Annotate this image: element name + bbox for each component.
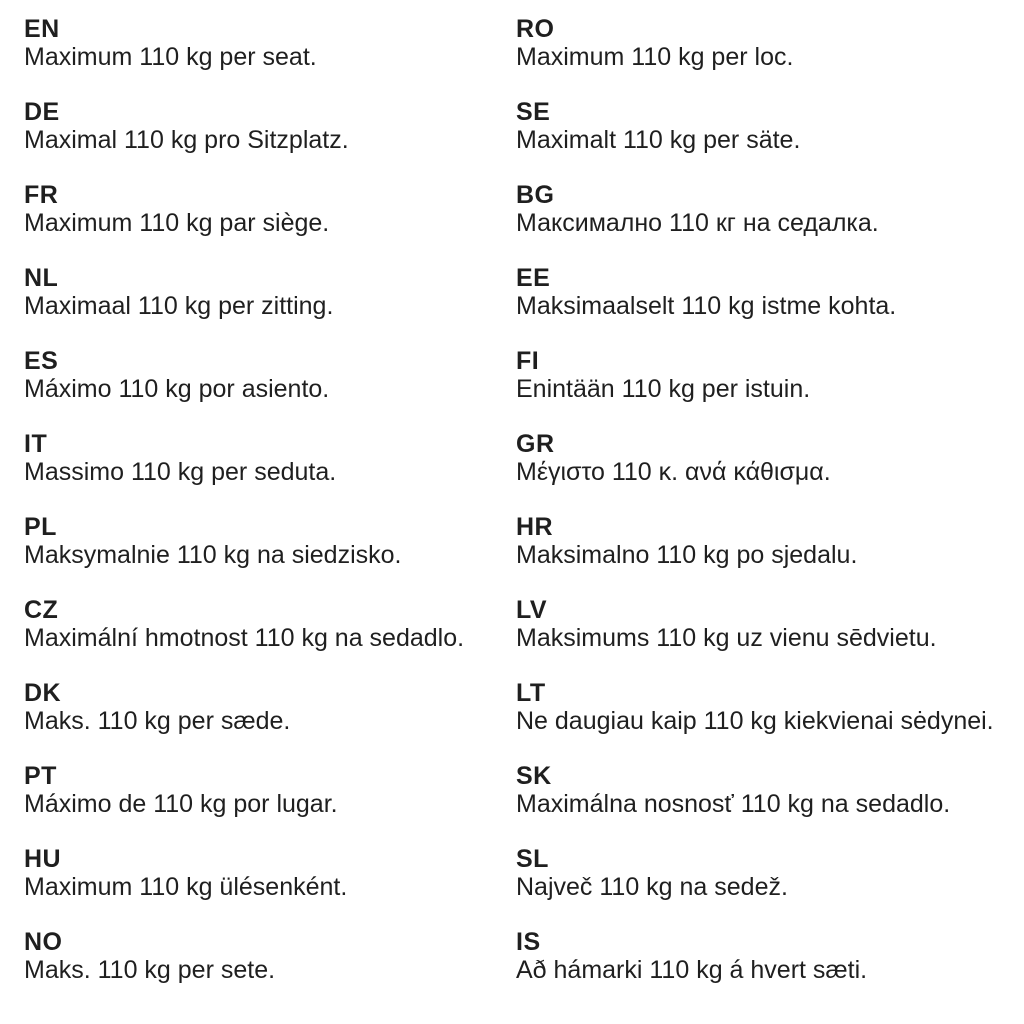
language-entry xyxy=(516,430,1024,486)
language-code: PT xyxy=(24,762,57,790)
language-code: DE xyxy=(24,98,60,126)
language-code: BG xyxy=(516,181,555,209)
language-text: Maximum 110 kg per seat. xyxy=(24,43,317,71)
language-entry xyxy=(516,679,1024,735)
language-text: Maximálna nosnosť 110 kg na sedadlo. xyxy=(516,790,951,818)
language-entry xyxy=(24,264,516,320)
language-text: Maksimalno 110 kg po sjedalu. xyxy=(516,541,858,569)
language-column-right xyxy=(516,15,1024,1024)
language-text: Maximal 110 kg pro Sitzplatz. xyxy=(24,126,349,154)
language-text: Ne daugiau kaip 110 kg kiekvienai sėdynei. xyxy=(516,707,994,735)
language-text: Máximo 110 kg por asiento. xyxy=(24,375,330,403)
language-text: Maksymalnie 110 kg na siedzisko. xyxy=(24,541,402,569)
language-text: Maks. 110 kg per sæde. xyxy=(24,707,291,735)
language-text: Enintään 110 kg per istuin. xyxy=(516,375,811,403)
language-entry xyxy=(516,596,1024,652)
language-text: Máximo de 110 kg por lugar. xyxy=(24,790,338,818)
language-code: IT xyxy=(24,430,48,458)
language-entry xyxy=(516,928,1024,984)
language-code: ES xyxy=(24,347,59,375)
language-code: CZ xyxy=(24,596,59,624)
language-entry xyxy=(24,596,516,652)
language-entry xyxy=(516,181,1024,237)
language-code: FI xyxy=(516,347,540,375)
language-code: NL xyxy=(24,264,59,292)
language-text: Največ 110 kg na sedež. xyxy=(516,873,788,901)
language-code: FR xyxy=(24,181,59,209)
language-code: EE xyxy=(516,264,551,292)
language-text: Μέγιστο 110 κ. ανά κάθισμα. xyxy=(516,458,831,486)
language-code: SL xyxy=(516,845,549,873)
language-code: DK xyxy=(24,679,62,707)
language-entry xyxy=(24,513,516,569)
language-entry xyxy=(516,762,1024,818)
language-code: HU xyxy=(24,845,62,873)
language-code: RO xyxy=(516,15,555,43)
language-code: LT xyxy=(516,679,546,707)
language-entry xyxy=(24,928,516,984)
language-code: SE xyxy=(516,98,551,126)
language-text: Maximum 110 kg ülésenként. xyxy=(24,873,348,901)
language-code: PL xyxy=(24,513,57,541)
language-code: NO xyxy=(24,928,63,956)
language-code: SK xyxy=(516,762,552,790)
language-text: Massimo 110 kg per seduta. xyxy=(24,458,337,486)
language-text: Að hámarki 110 kg á hvert sæti. xyxy=(516,956,868,984)
language-entry xyxy=(516,98,1024,154)
language-code: LV xyxy=(516,596,548,624)
language-entry xyxy=(24,347,516,403)
language-text: Maximaal 110 kg per zitting. xyxy=(24,292,334,320)
language-entry xyxy=(24,762,516,818)
language-text: Maks. 110 kg per sete. xyxy=(24,956,276,984)
language-code: IS xyxy=(516,928,541,956)
language-entry xyxy=(516,264,1024,320)
language-entry xyxy=(24,98,516,154)
language-text: Maksimaalselt 110 kg istme kohta. xyxy=(516,292,897,320)
language-text: Maximum 110 kg per loc. xyxy=(516,43,794,71)
language-column-left xyxy=(24,15,516,1024)
language-text: Maximum 110 kg par siège. xyxy=(24,209,330,237)
language-entry xyxy=(24,679,516,735)
language-entry xyxy=(516,845,1024,901)
language-entry xyxy=(516,347,1024,403)
language-text: Максимално 110 кг на седалка. xyxy=(516,209,879,237)
language-entry xyxy=(516,15,1024,71)
language-code: HR xyxy=(516,513,554,541)
language-entry xyxy=(24,845,516,901)
language-text: Maximalt 110 kg per säte. xyxy=(516,126,801,154)
language-entry xyxy=(24,181,516,237)
language-entry xyxy=(24,15,516,71)
language-entry xyxy=(24,430,516,486)
language-text: Maximální hmotnost 110 kg na sedadlo. xyxy=(24,624,465,652)
language-code: EN xyxy=(24,15,60,43)
language-entry xyxy=(516,513,1024,569)
language-text: Maksimums 110 kg uz vienu sēdvietu. xyxy=(516,624,937,652)
language-code: GR xyxy=(516,430,555,458)
